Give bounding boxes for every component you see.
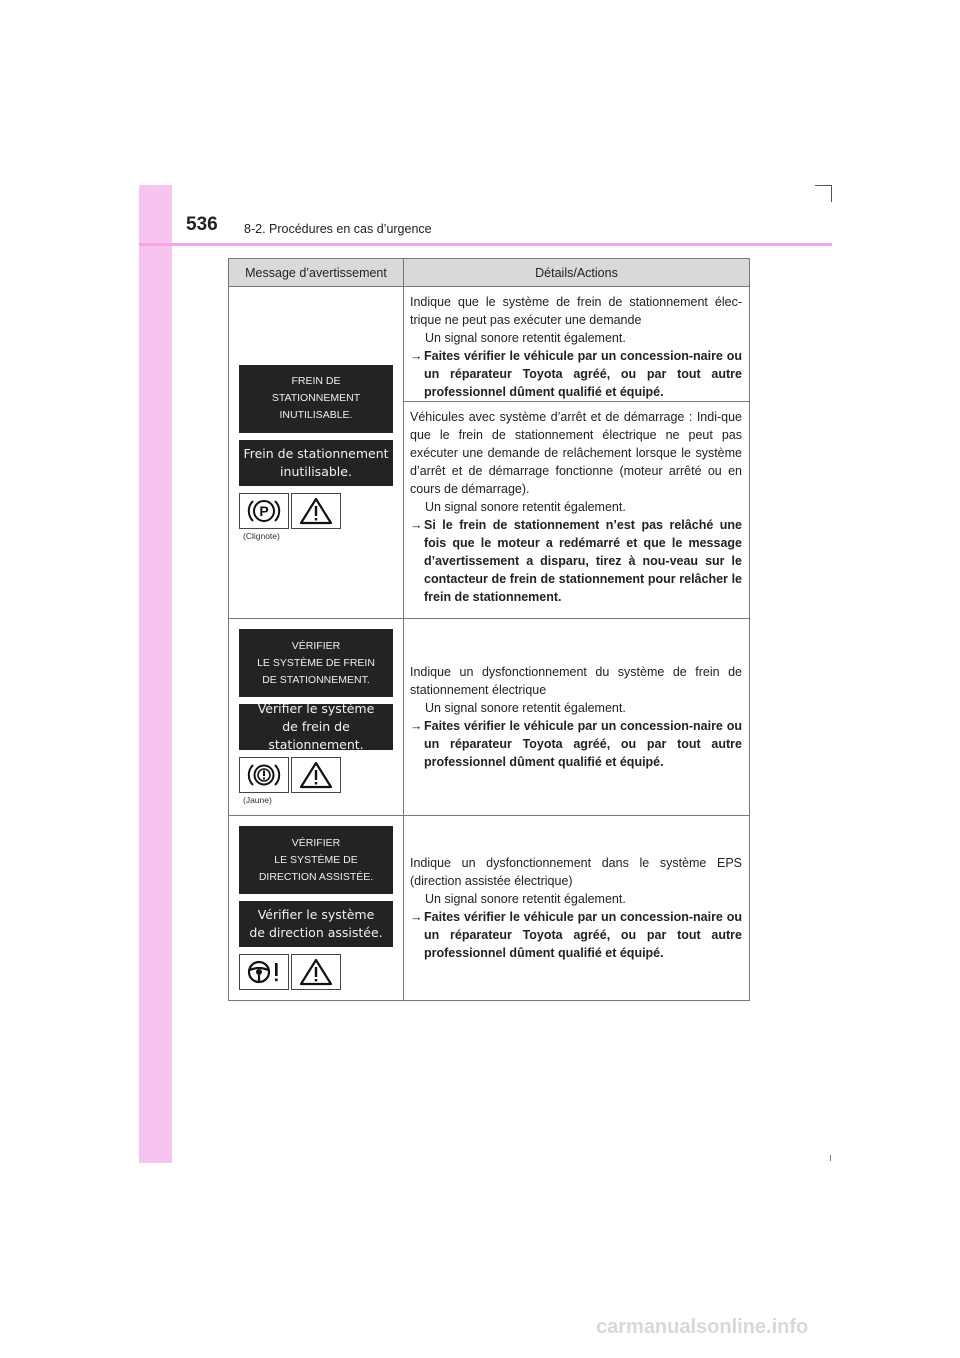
table-row xyxy=(229,619,750,816)
details-block xyxy=(404,401,749,612)
message-line: STATIONNEMENT xyxy=(271,392,361,404)
details-sub: Un signal sonore retentit également. xyxy=(425,701,626,715)
table-row xyxy=(229,287,750,619)
details-block xyxy=(410,854,742,962)
details-block xyxy=(410,293,742,401)
table-row xyxy=(229,816,750,1001)
message-line: inutilisable. xyxy=(280,463,352,479)
message-line: de frein de stationnement. xyxy=(268,719,364,752)
details-action: → Faites vérifier le véhicule par un concession-naire ou un réparateur Toyota agréé, ou par tout autre professionnel dûment qualifié et équipé. xyxy=(410,719,742,769)
details-action: → Si le frein de stationnement n’est pas relâché une fois que le moteur a redémarré et que le message d’avertissement a disparu, tirez à nou-veau sur le contacteur de frein de stationnement pour relâcher le frein de stationnement. xyxy=(410,518,742,604)
header-message: Message d’avertissement xyxy=(229,259,404,287)
arrow-icon: → xyxy=(410,910,423,924)
message-cell xyxy=(229,816,404,1001)
details-cell xyxy=(404,287,750,619)
details-action: → Faites vérifier le véhicule par un concession-naire ou un réparateur Toyota agréé, ou par tout autre professionnel dûment qualifié et équipé. xyxy=(410,910,742,960)
tick-mark xyxy=(830,1155,831,1161)
display-message-lower xyxy=(239,440,393,486)
message-line: DE STATIONNEMENT. xyxy=(262,673,370,686)
display-message-lower xyxy=(239,901,393,947)
section-title: 8-2. Procédures en cas d’urgence xyxy=(244,222,432,236)
details-action: → Faites vérifier le véhicule par un concession-naire ou un réparateur Toyota agréé, ou par tout autre professionnel dûment qualifié et équipé. xyxy=(410,349,742,399)
warning-messages-table xyxy=(228,258,750,1001)
message-line: Vérifier le système xyxy=(257,701,375,716)
warning-triangle-icon xyxy=(291,493,341,529)
indicator-caption: (Clignote) xyxy=(243,530,280,541)
side-thumb-band xyxy=(139,185,172,1163)
svg-text:P: P xyxy=(259,502,269,519)
brake-system-icon xyxy=(239,757,289,793)
watermark: carmanualsonline.info xyxy=(596,1316,809,1338)
page-number: 536 xyxy=(186,214,218,235)
display-message-lower xyxy=(239,701,393,752)
message-line: Vérifier le système xyxy=(257,907,375,922)
message-line: Frein de stationnement xyxy=(243,445,389,461)
display-message-upper xyxy=(239,365,393,433)
arrow-icon: → xyxy=(410,349,423,363)
display-message-upper xyxy=(239,629,393,697)
message-line: VÉRIFIER xyxy=(291,836,341,849)
details-text: Indique un dysfonctionnement du système de frein de stationnement électrique xyxy=(410,665,742,697)
crop-mark xyxy=(815,185,832,202)
details-sub: Un signal sonore retentit également. xyxy=(425,500,626,514)
message-line: FREIN DE xyxy=(291,375,341,387)
message-cell xyxy=(229,619,404,816)
eps-steering-icon xyxy=(239,954,289,990)
indicator-icons xyxy=(239,757,341,793)
indicator-caption: (Jaune) xyxy=(243,795,272,805)
details-block xyxy=(410,663,742,771)
details-sub: Un signal sonore retentit également. xyxy=(425,331,626,345)
header-details: Détails/Actions xyxy=(404,259,750,287)
table-header-row xyxy=(229,259,750,287)
details-cell xyxy=(404,619,750,816)
warning-triangle-icon xyxy=(291,954,341,990)
message-line: LE SYSTÈME DE xyxy=(274,853,358,866)
message-line: de direction assistée. xyxy=(249,925,383,940)
warning-triangle-icon xyxy=(291,757,341,793)
message-cell xyxy=(229,287,404,619)
details-text: Véhicules avec système d’arrêt et de démarrage : Indi-que que le frein de stationnement électrique ne peut pas exécuter une demande de relâchement lorsque le système d’arrêt et de démarrage fonctionne (moteur arrêté ou en cours de démarrage). xyxy=(410,410,742,496)
header-rule xyxy=(139,243,832,246)
message-line: INUTILISABLE. xyxy=(279,409,353,421)
message-line: LE SYSTÈME DE FREIN xyxy=(257,656,375,669)
details-cell xyxy=(404,816,750,1001)
message-line: VÉRIFIER xyxy=(291,639,341,652)
details-sub: Un signal sonore retentit également. xyxy=(425,892,626,906)
details-text: Indique un dysfonctionnement dans le système EPS (direction assistée électrique) xyxy=(410,856,742,888)
indicator-icons xyxy=(239,954,341,990)
arrow-icon: → xyxy=(410,719,423,733)
details-text: Indique que le système de frein de stationnement élec-trique ne peut pas exécuter une demande xyxy=(410,295,742,327)
display-message-upper xyxy=(239,826,393,894)
parking-brake-icon xyxy=(239,493,289,529)
arrow-icon: → xyxy=(410,518,423,532)
indicator-icons xyxy=(239,493,341,529)
message-line: DIRECTION ASSISTÉE. xyxy=(258,870,374,883)
